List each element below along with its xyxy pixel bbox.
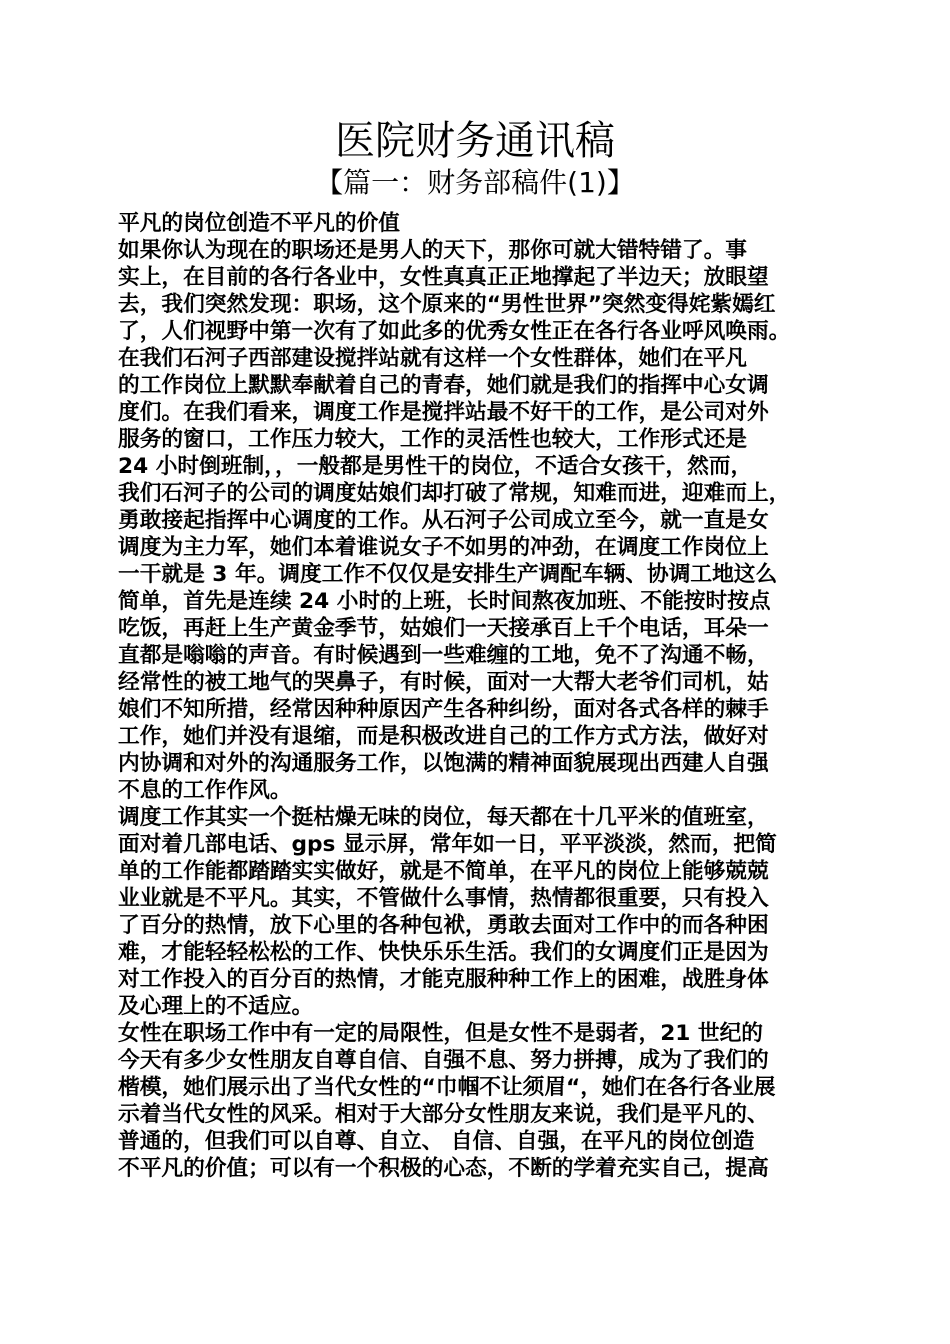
text-line: 不平凡的价值；可以有一个积极的心态，不断的学着充实自己，提高 <box>118 1156 769 1181</box>
text-line: 示着当代女性的风采。相对于大部分女性朋友来说，我们是平凡的、 <box>118 1102 769 1127</box>
text-line: 对工作投入的百分百的热情，才能克服种种工作上的困难，战胜身体 <box>118 967 769 992</box>
document-title: 医院财务通讯稿 <box>335 118 615 164</box>
text-line: 娘们不知所措，经常因种种原因产生各种纠纷，面对各式各样的棘手 <box>118 697 769 722</box>
text-line: 经常性的被工地气的哭鼻子，有时候，面对一大帮大老爷们司机，姑 <box>118 670 769 695</box>
text-line: 服务的窗口，工作压力较大，工作的灵活性也较大，工作形式还是 <box>118 427 747 452</box>
text-line: 如果你认为现在的职场还是男人的天下，那你可就大错特错了。事 <box>118 238 747 263</box>
text-line: 调度工作其实一个挺枯燥无味的岗位，每天都在十几平米的值班室， <box>118 805 769 830</box>
text-line: 工作，她们并没有退缩，而是积极改进自己的工作方式方法，做好对 <box>118 724 769 749</box>
document-subtitle: 【篇一：财务部稿件(1)】 <box>315 166 635 199</box>
text-line: 平凡的岗位创造不平凡的价值 <box>118 211 400 236</box>
text-line: 实上，在目前的各行各业中，女性真真正正地撑起了半边天；放眼望 <box>118 265 769 290</box>
text-line: 及心理上的不适应。 <box>118 994 314 1019</box>
text-line: 度们。在我们看来，调度工作是搅拌站最不好干的工作，是公司对外 <box>118 400 769 425</box>
text-line: 面对着几部电话、gps 显示屏，常年如一日，平平淡淡，然而，把简 <box>118 832 777 857</box>
text-line: 不息的工作作风。 <box>118 778 292 803</box>
text-line: 普通的，但我们可以自尊、自立、 自信、自强，在平凡的岗位创造 <box>118 1129 755 1154</box>
text-line: 了百分的热情，放下心里的各种包袱，勇敢去面对工作中的而各种困 <box>118 913 769 938</box>
text-line: 在我们石河子西部建设搅拌站就有这样一个女性群体，她们在平凡 <box>118 346 747 371</box>
text-line: 楷模，她们展示出了当代女性的“巾帼不让须眉“，她们在各行各业展 <box>118 1075 776 1100</box>
text-line: 女性在职场工作中有一定的局限性，但是女性不是弱者，21 世纪的 <box>118 1021 763 1046</box>
text-line: 吃饭，再赶上生产黄金季节，姑娘们一天接承百上千个电话，耳朵一 <box>118 616 769 641</box>
text-line: 的工作岗位上默默奉献着自己的青春，她们就是我们的指挥中心女调 <box>118 373 769 398</box>
text-line: 业业就是不平凡。其实，不管做什么事情，热情都很重要，只有投入 <box>118 886 769 911</box>
text-line: 勇敢接起指挥中心调度的工作。从石河子公司成立至今，就一直是女 <box>118 508 769 533</box>
text-line: 调度为主力军，她们本着谁说女子不如男的冲劲，在调度工作岗位上 <box>118 535 769 560</box>
text-line: 单的工作能都踏踏实实做好，就是不简单，在平凡的岗位上能够兢兢 <box>118 859 769 884</box>
text-line: 24 小时倒班制，，一般都是男性干的岗位，不适合女孩干，然而， <box>118 454 753 479</box>
text-line: 了，人们视野中第一次有了如此多的优秀女性正在各行各业呼风唤雨。 <box>118 319 791 344</box>
text-line: 一干就是 3 年。调度工作不仅仅是安排生产调配车辆、协调工地这么 <box>118 562 778 587</box>
text-line: 今天有多少女性朋友自尊自信、自强不息、努力拼搏，成为了我们的 <box>118 1048 769 1073</box>
text-line: 直都是嗡嗡的声音。有时候遇到一些难缠的工地，免不了沟通不畅， <box>118 643 769 668</box>
text-line: 简单，首先是连续 24 小时的上班，长时间熬夜加班、不能按时按点 <box>118 589 771 614</box>
text-line: 内协调和对外的沟通服务工作，以饱满的精神面貌展现出西建人自强 <box>118 751 769 776</box>
text-line: 去，我们突然发现：职场，这个原来的“男性世界”突然变得姹紫嫣红 <box>118 292 776 317</box>
text-line: 难，才能轻轻松松的工作、快快乐乐生活。我们的女调度们正是因为 <box>118 940 769 965</box>
text-line: 我们石河子的公司的调度姑娘们却打破了常规，知难而进，迎难而上， <box>118 481 791 506</box>
